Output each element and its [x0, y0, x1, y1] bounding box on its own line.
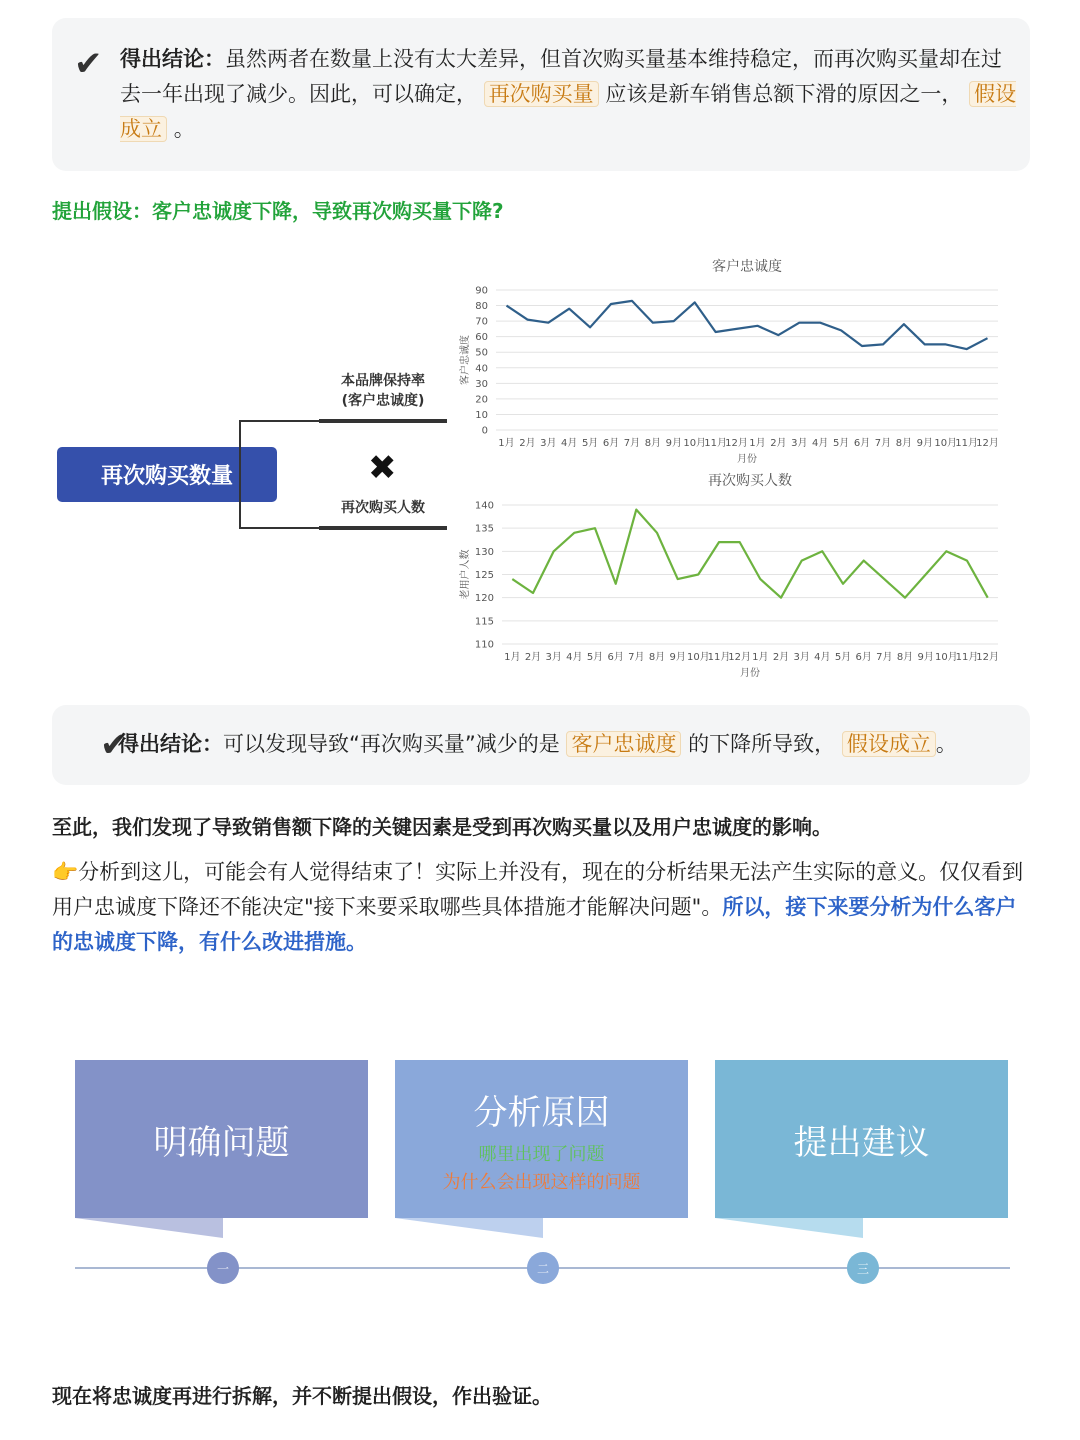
x-tick-label: 8月: [648, 652, 666, 663]
x-tick-label: 10月: [934, 438, 958, 449]
tree-branch-bar: [319, 419, 447, 423]
checkmark-icon: ✔: [74, 44, 103, 84]
x-tick-label: 1月: [752, 652, 769, 663]
x-tick-label: 2月: [519, 438, 536, 449]
x-tick-label: 1月: [498, 438, 515, 449]
x-tick-label: 8月: [896, 652, 914, 663]
tree-branch-line: [239, 420, 319, 422]
x-tick-label: 8月: [644, 438, 662, 449]
repurchase-line-chart: [452, 468, 1012, 683]
chart-title: 再次购买人数: [708, 473, 792, 489]
y-tick-label: 60: [475, 332, 488, 344]
y-tick-label: 120: [474, 593, 494, 605]
branch-label-line: 本品牌保持率: [341, 373, 425, 389]
x-tick-label: 2月: [772, 652, 790, 663]
conclusion-body: 应该是新车销售总额下滑的原因之一，: [605, 82, 963, 106]
tree-branch-bottom-label: 再次购买人数: [341, 500, 425, 516]
y-tick-label: 30: [475, 378, 488, 390]
step-flag: [75, 1218, 225, 1238]
step-title: 分析原因: [473, 1092, 610, 1133]
y-tick-label: 130: [474, 546, 494, 558]
x-tick-label: 3月: [540, 438, 557, 449]
step-define-problem: [75, 1060, 368, 1218]
conclusion-label: 得出结论：: [118, 732, 223, 756]
conclusion-callout-1: [52, 18, 1030, 171]
x-tick-label: 1月: [749, 438, 766, 449]
conclusion-body: 。: [935, 732, 957, 756]
x-tick-label: 6月: [602, 438, 620, 449]
hypothesis-heading: 提出假设：客户忠诚度下降，导致再次购买量下降?: [52, 199, 504, 223]
x-tick-label: 7月: [623, 438, 641, 449]
x-tick-label: 9月: [665, 438, 682, 449]
x-tick-label: 12月: [976, 652, 1000, 663]
x-tick-label: 10月: [686, 652, 710, 663]
conclusion-label: 得出结论：: [120, 47, 225, 71]
step-subtitle: 为什么会出现这样的问题: [442, 1171, 641, 1193]
conclusion-body: 可以发现导致“再次购买量”减少的是: [223, 732, 560, 756]
x-tick-label: 4月: [566, 652, 583, 663]
x-tick-label: 6月: [853, 438, 871, 449]
step-number-badge: 二: [527, 1252, 559, 1284]
y-tick-label: 80: [475, 301, 488, 313]
x-tick-label: 10月: [934, 652, 958, 663]
step-flag: [715, 1218, 865, 1238]
y-tick-label: 50: [475, 347, 488, 359]
y-tick-label: 20: [475, 394, 488, 406]
x-tick-label: 12月: [725, 438, 748, 449]
pointing-hand-icon: 👉: [52, 860, 79, 884]
x-tick-label: 2月: [524, 652, 542, 663]
conclusion-body: 虽然两者在数量上没有太大差异，但首次购买量基本维持稳定，而再次购买量却在过去一年出现了减少。因此，可以确定，: [120, 47, 1002, 106]
x-tick-label: 7月: [876, 652, 893, 663]
x-tick-label: 7月: [874, 438, 892, 449]
conclusion-text-2: [118, 727, 1038, 762]
x-axis-label: 月份: [740, 668, 760, 679]
y-tick-label: 90: [475, 285, 488, 297]
step-analyze-cause: [395, 1060, 688, 1218]
tree-branch-line: [239, 527, 319, 529]
x-tick-label: 6月: [607, 652, 624, 663]
x-tick-label: 5月: [581, 438, 599, 449]
x-tick-label: 4月: [561, 438, 578, 449]
step-number-badge: 一: [207, 1252, 239, 1284]
step-flag: [395, 1218, 545, 1238]
x-tick-label: 10月: [683, 438, 707, 449]
step-title: 明确问题: [153, 1122, 290, 1163]
paragraph-emphasis: 所以，接下来要分析为什么客户的忠诚度下降，有什么改进措施。: [52, 895, 1017, 954]
y-tick-label: 125: [474, 570, 494, 581]
y-tick-label: 140: [474, 500, 494, 512]
x-tick-label: 3月: [791, 438, 808, 449]
x-tick-label: 3月: [545, 652, 562, 663]
x-tick-label: 7月: [628, 652, 645, 663]
x-tick-label: 8月: [895, 438, 913, 449]
x-tick-label: 12月: [976, 438, 999, 449]
series-line: [512, 510, 987, 598]
x-tick-label: 9月: [669, 652, 686, 663]
x-tick-label: 11月: [704, 438, 727, 449]
checkmark-icon: ✔: [100, 725, 129, 765]
y-tick-label: 70: [475, 316, 488, 328]
x-tick-label: 6月: [855, 652, 872, 663]
x-tick-label: 9月: [916, 438, 933, 449]
x-tick-label: 4月: [814, 652, 831, 663]
loyalty-line-chart: [452, 252, 1012, 467]
analysis-paragraph: [52, 855, 1027, 960]
series-line: [507, 301, 988, 349]
y-tick-label: 0: [481, 425, 488, 437]
x-tick-label: 5月: [586, 652, 604, 663]
step-title: 提出建议: [793, 1122, 930, 1163]
conclusion-body: 。: [173, 117, 195, 141]
tree-root-box: 再次购买数量: [57, 447, 277, 502]
highlight-tag: 再次购买量: [484, 81, 599, 107]
x-tick-label: 3月: [793, 652, 810, 663]
x-tick-label: 11月: [707, 652, 731, 663]
y-tick-label: 135: [474, 523, 494, 535]
y-tick-label: 10: [475, 409, 488, 421]
y-tick-label: 40: [475, 363, 488, 375]
step-number-badge: 三: [847, 1252, 879, 1284]
x-tick-label: 2月: [770, 438, 787, 449]
x-tick-label: 11月: [955, 652, 979, 663]
paragraph-text: 分析到这儿，可能会有人觉得结束了！实际上并没有，现在的分析结果无法产生实际的意义。仅仅看到用户忠诚度下降还不能决定"接下来要采取哪些具体措施才能解决问题"。: [52, 860, 1024, 919]
final-statement: 现在将忠诚度再进行拆解，并不断提出假设，作出验证。: [52, 1384, 552, 1408]
tree-branch-top-label: [319, 371, 447, 411]
conclusion-callout-2: [52, 705, 1030, 785]
x-tick-label: 5月: [832, 438, 850, 449]
tree-branch-bar: [319, 526, 447, 530]
x-tick-label: 5月: [834, 652, 852, 663]
tree-vertical-line: [239, 421, 241, 528]
x-axis-label: 月份: [737, 454, 757, 465]
conclusion-body: 的下降所导致，: [688, 732, 836, 756]
highlight-tag: 假设成立: [842, 731, 936, 757]
x-tick-label: 4月: [812, 438, 829, 449]
summary-heading: 至此，我们发现了导致销售额下降的关键因素是受到再次购买量以及用户忠诚度的影响。: [52, 815, 832, 839]
step-propose-suggestion: [715, 1060, 1008, 1218]
chart-title: 客户忠诚度: [712, 259, 782, 275]
x-tick-label: 9月: [917, 652, 934, 663]
x-tick-label: 1月: [504, 652, 521, 663]
multiply-icon: ✖: [368, 448, 397, 488]
x-tick-label: 12月: [728, 652, 752, 663]
y-axis-label: 老用户人数: [460, 549, 471, 600]
highlight-tag: 假设成立: [120, 82, 1017, 141]
y-tick-label: 110: [474, 639, 494, 651]
y-tick-label: 115: [474, 616, 494, 628]
highlight-tag: 客户忠诚度: [566, 731, 681, 757]
step-subtitle: 哪里出现了问题: [478, 1143, 605, 1165]
y-axis-label: 客户忠诚度: [460, 335, 471, 385]
branch-label-line: (客户忠诚度): [341, 393, 425, 409]
x-tick-label: 11月: [955, 438, 978, 449]
conclusion-text-1: [120, 42, 1020, 147]
